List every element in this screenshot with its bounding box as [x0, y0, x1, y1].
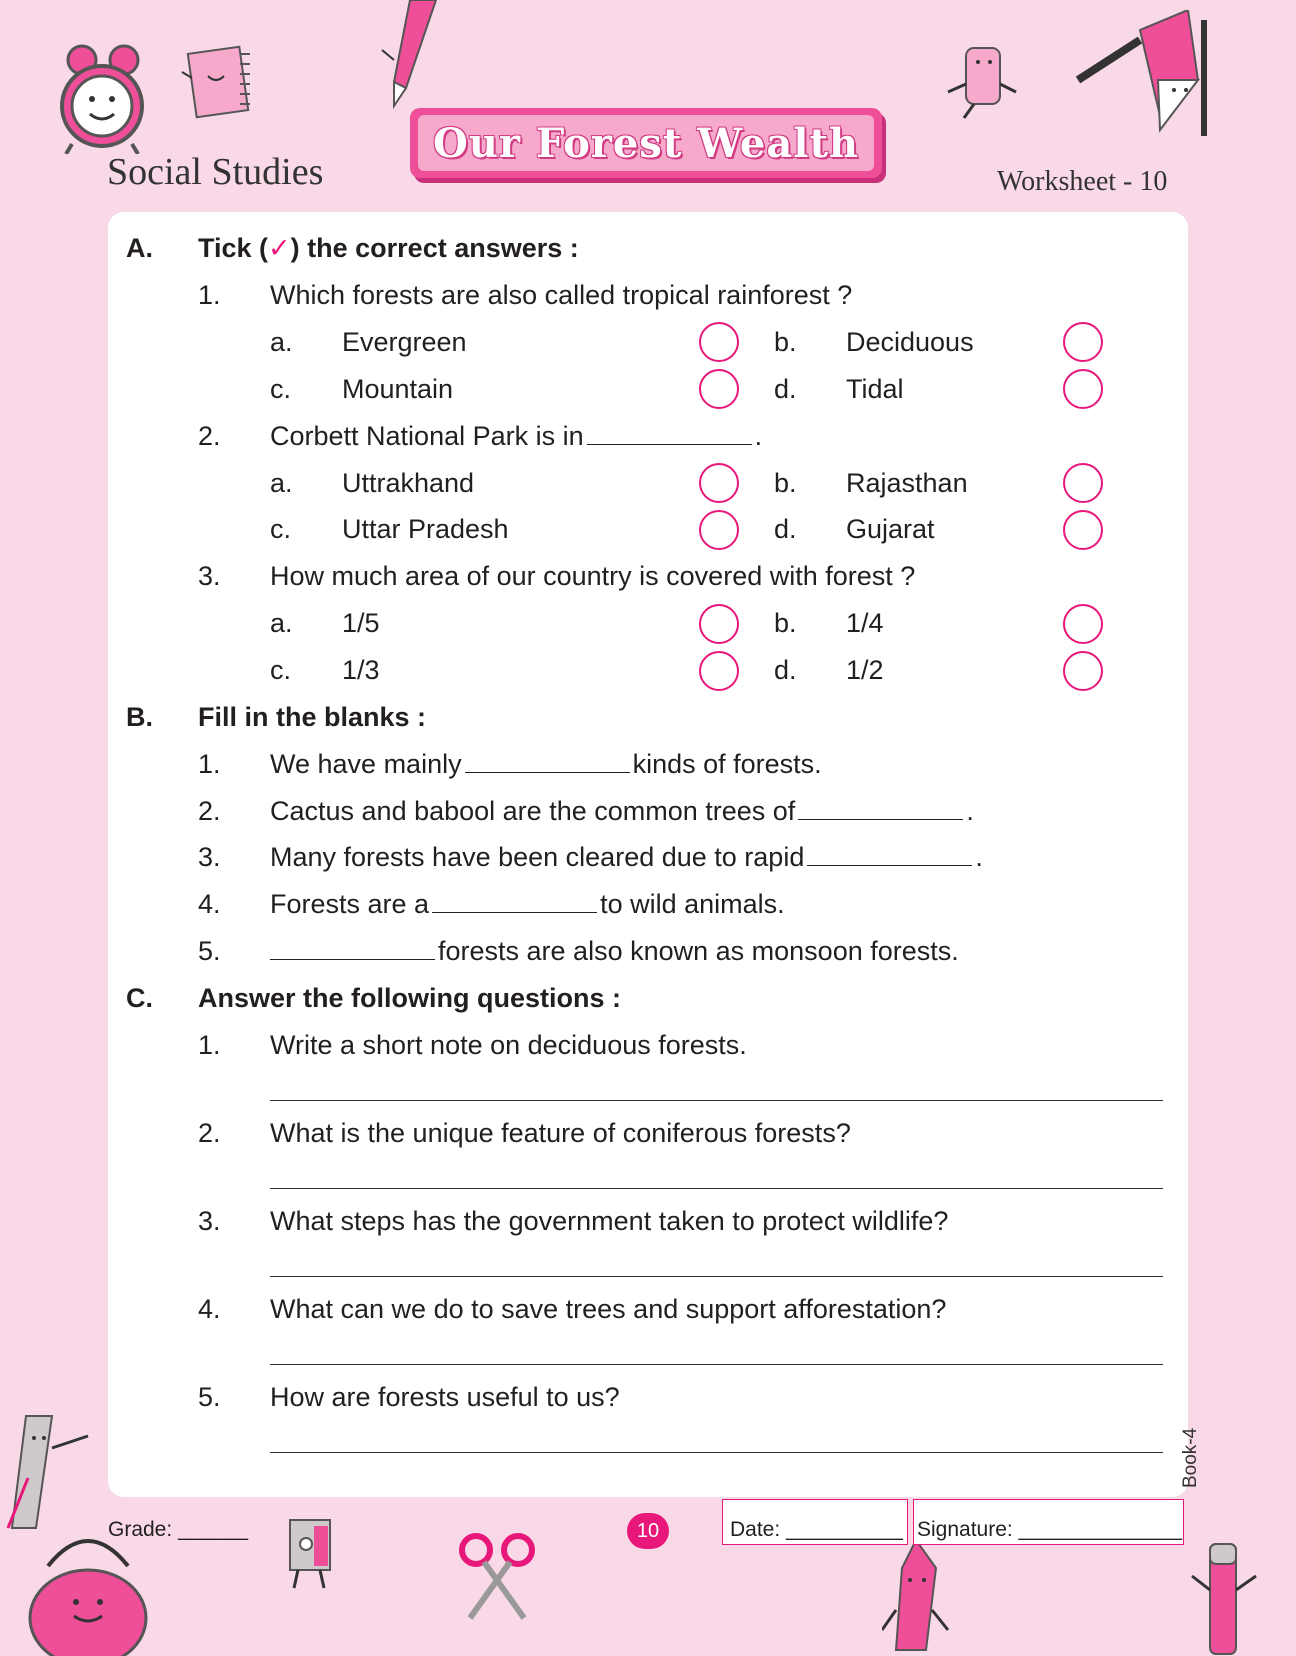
question-text: What steps has the government taken to protect wildlife?: [270, 1206, 949, 1236]
option-letter: c.: [270, 655, 292, 685]
section-c-letter: C.: [126, 983, 153, 1013]
signature-label: Signature: ______________: [917, 1518, 1183, 1541]
option-letter: a.: [270, 608, 293, 638]
option-letter: a.: [270, 327, 293, 357]
question-text-before: Corbett National Park is in: [270, 421, 584, 451]
blank-line[interactable]: [432, 888, 597, 913]
blank-text-before: We have mainly: [270, 749, 462, 779]
answer-line[interactable]: [270, 1100, 1163, 1101]
answer-line[interactable]: [270, 1364, 1163, 1365]
alarm-clock-icon: [52, 44, 152, 154]
section-b-title: Fill in the blanks :: [198, 702, 427, 732]
question-text: Which forests are also called tropical rainforest ?: [270, 280, 853, 310]
option-letter: c.: [270, 374, 292, 404]
scissors-icon: [452, 1530, 542, 1622]
item-number: 1.: [198, 749, 221, 779]
answer-circle[interactable]: [699, 604, 739, 644]
option-letter: d.: [774, 514, 797, 544]
blank-text-after: to wild animals.: [600, 889, 785, 919]
blank-line[interactable]: [807, 841, 972, 866]
title-banner: [410, 108, 882, 178]
answer-circle[interactable]: [699, 510, 739, 550]
page-number-badge: 10: [627, 1513, 669, 1549]
answer-circle[interactable]: [699, 651, 739, 691]
question-text-after: .: [754, 421, 763, 451]
eraser-icon: [944, 44, 1024, 124]
tick-mark-icon: ✓: [268, 233, 291, 263]
option-text: 1/3: [342, 655, 380, 685]
item-number: 1.: [198, 1030, 221, 1060]
option-text: Tidal: [846, 374, 904, 404]
blank-line[interactable]: [465, 748, 630, 773]
blank-text-before: Many forests have been cleared due to rapid: [270, 842, 805, 872]
sharpener-icon: [284, 1516, 344, 1592]
pen-icon: [1190, 1540, 1260, 1656]
blank-line[interactable]: [798, 795, 963, 820]
pencil-icon: [380, 0, 450, 110]
option-text: Deciduous: [846, 327, 974, 357]
item-number: 5.: [198, 936, 221, 966]
crayon-icon: [882, 1540, 952, 1656]
bag-icon: [18, 1522, 158, 1656]
grade-label[interactable]: Grade: ______: [108, 1518, 249, 1541]
option-text: Mountain: [342, 374, 454, 404]
option-letter: b.: [774, 468, 797, 498]
answer-circle[interactable]: [1063, 510, 1103, 550]
date-box[interactable]: [722, 1499, 908, 1545]
section-a-title: [198, 232, 579, 264]
option-letter: d.: [774, 374, 797, 404]
question-text: What is the unique feature of coniferous forests?: [270, 1118, 851, 1148]
item-number: 3.: [198, 842, 221, 872]
answer-circle[interactable]: [1063, 463, 1103, 503]
option-text: 1/2: [846, 655, 884, 685]
notebook-icon: [178, 44, 260, 124]
worksheet-label: Worksheet - 10: [997, 166, 1168, 197]
fill-blank-item: [270, 841, 983, 873]
item-number: 4.: [198, 889, 221, 919]
item-number: 5.: [198, 1382, 221, 1412]
option-text: Uttrakhand: [342, 468, 475, 498]
fill-blank-item: [270, 748, 822, 780]
question-text: How are forests useful to us?: [270, 1382, 620, 1412]
option-text: Evergreen: [342, 327, 467, 357]
answer-line[interactable]: [270, 1276, 1163, 1277]
blank-text-after: kinds of forests.: [632, 749, 822, 779]
option-text: Gujarat: [846, 514, 935, 544]
blank-line[interactable]: [270, 935, 435, 960]
answer-circle[interactable]: [699, 322, 739, 362]
ruler-icon: [6, 1408, 96, 1538]
question-text: [270, 420, 762, 452]
answer-line[interactable]: [270, 1452, 1163, 1453]
option-text: 1/5: [342, 608, 380, 638]
section-a-title-suffix: ) the correct answers :: [290, 233, 579, 263]
question-number: 3.: [198, 561, 221, 591]
option-text: 1/4: [846, 608, 884, 638]
answer-circle[interactable]: [699, 463, 739, 503]
option-letter: c.: [270, 514, 292, 544]
signature-box[interactable]: [913, 1499, 1184, 1545]
item-number: 3.: [198, 1206, 221, 1236]
blank-text-before: Cactus and babool are the common trees of: [270, 796, 796, 826]
option-letter: b.: [774, 327, 797, 357]
blank-line[interactable]: [587, 420, 752, 445]
section-b-letter: B.: [126, 702, 153, 732]
blank-text-after: .: [966, 796, 974, 826]
date-label: Date: __________: [730, 1518, 903, 1541]
page-title: Our Forest Wealth: [432, 119, 860, 167]
question-number: 1.: [198, 280, 221, 310]
fill-blank-item: [270, 888, 785, 920]
option-text: Uttar Pradesh: [342, 514, 509, 544]
book-label: Book-4: [1180, 1427, 1201, 1488]
option-letter: a.: [270, 468, 293, 498]
fill-blank-item: [270, 935, 959, 967]
option-letter: b.: [774, 608, 797, 638]
section-a-letter: A.: [126, 233, 153, 263]
answer-circle[interactable]: [1063, 651, 1103, 691]
item-number: 4.: [198, 1294, 221, 1324]
item-number: 2.: [198, 1118, 221, 1148]
option-text: Rajasthan: [846, 468, 968, 498]
question-text: Write a short note on deciduous forests.: [270, 1030, 747, 1060]
question-number: 2.: [198, 421, 221, 451]
question-text: How much area of our country is covered with forest ?: [270, 561, 916, 591]
blank-text-after: forests are also known as monsoon forests.: [438, 936, 959, 966]
section-a-title-prefix: Tick (: [198, 233, 269, 263]
subject-label: Social Studies: [107, 151, 324, 193]
option-letter: d.: [774, 655, 797, 685]
section-c-title: Answer the following questions :: [198, 983, 622, 1013]
answer-circle[interactable]: [1063, 322, 1103, 362]
question-text: What can we do to save trees and support afforestation?: [270, 1294, 947, 1324]
blank-text-after: .: [975, 842, 983, 872]
answer-circle[interactable]: [1063, 369, 1103, 409]
compass-pencil-icon: [1070, 10, 1220, 140]
blank-text-before: Forests are a: [270, 889, 430, 919]
answer-line[interactable]: [270, 1188, 1163, 1189]
answer-circle[interactable]: [1063, 604, 1103, 644]
fill-blank-item: [270, 795, 974, 827]
item-number: 2.: [198, 796, 221, 826]
answer-circle[interactable]: [699, 369, 739, 409]
